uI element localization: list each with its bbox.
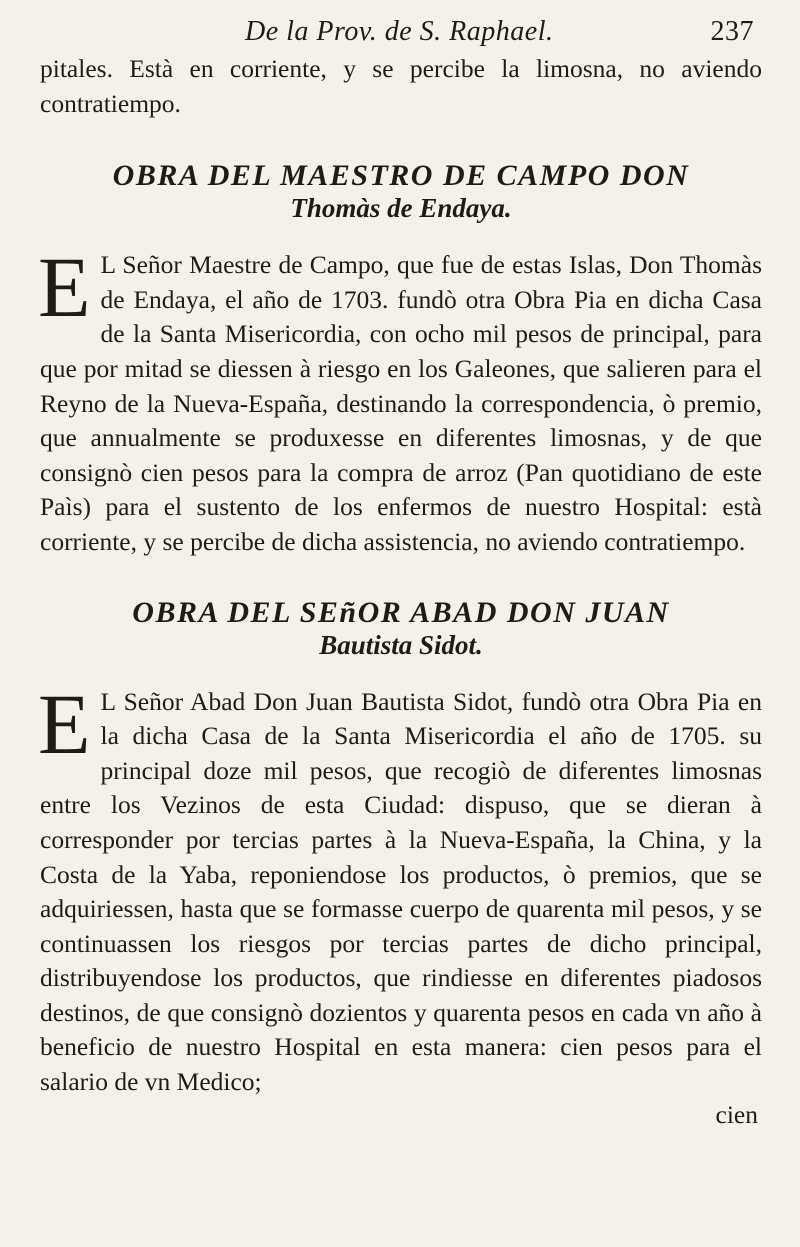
section-2-title: OBRA DEL SEñOR ABAD DON JUAN xyxy=(132,595,670,629)
section-1-paragraph xyxy=(38,239,762,559)
page-number: 237 xyxy=(710,16,754,47)
catchword: cien xyxy=(715,1099,758,1129)
section-1-subtitle: Thomàs de Endaya. xyxy=(290,193,512,224)
section-1-text: L Señor Maestre de Campo, que fue de estas Islas, Don Thomàs de Endaya, el año de 1703. fundò otra Obra Pia en dicha Casa de la Santa Misericordia, con ocho mil pesos de principal, para que por mitad se diessen à riesgo en los Galeones, que salieren para el Reyno de la Nueva-España, destinando la correspondencia, ò premio, que annualmente se produxesse en diferentes limosnas, y de que consignò cien pesos para la compra de arroz (Pan quotidiano de este Paìs) para el sustento de los enfermos de nuestro Hospital: està corriente, y se percibe de dicha assistencia, no aviendo contratiempo. xyxy=(40,250,762,556)
section-2-dropcap: E xyxy=(38,675,91,772)
running-head xyxy=(40,14,762,52)
section-2-paragraph xyxy=(38,675,762,1100)
section-2-text: L Señor Abad Don Juan Bautista Sidot, fundò otra Obra Pia en la dicha Casa de la Santa Misericordia el año de 1705. su principal doze mil pesos, que recogiò de diferentes limosnas entre los Vezinos de esta Ciudad: dispuso, que se dieran à corresponder por tercias partes à la Nueva-España, la China, y la Costa de la Yaba, reponiendose los productos, ò premios, que se adquiriessen, hasta que se formasse cuerpo de quarenta mil pesos, y se continuassen los riesgos por tercias partes de dicho principal, distribuyendose los productos, que rindiesse en diferentes piadosos destinos, de que consignò dozientos y quarenta pesos en cada vn año à beneficio de nuestro Hospital en esta manera: cien pesos para el salario de vn Medico; xyxy=(40,686,762,1097)
intro-paragraph: pitales. Està en corriente, y se percibe la limosna, no aviendo contratiempo. xyxy=(40,54,762,118)
section-1-dropcap: E xyxy=(38,239,91,336)
section-1-title: OBRA DEL MAESTRO DE CAMPO DON xyxy=(112,159,690,193)
running-head-title: De la Prov. de S. Raphael. xyxy=(245,16,554,47)
section-2-subtitle: Bautista Sidot. xyxy=(319,629,483,660)
